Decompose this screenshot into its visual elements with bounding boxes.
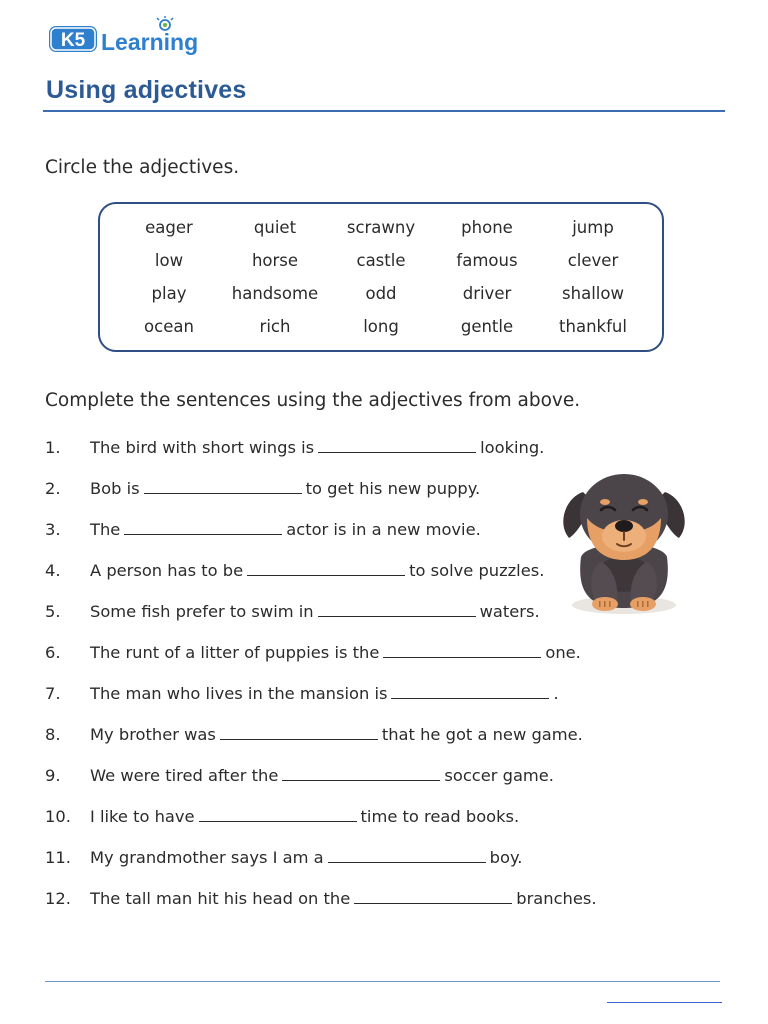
sentence-text — [90, 475, 480, 503]
answer-blank[interactable] — [247, 561, 405, 576]
word-bank-item[interactable]: ocean — [144, 317, 194, 336]
sentence-after: one. — [545, 643, 581, 662]
word-bank-item[interactable]: clever — [567, 251, 619, 270]
instruction-circle: Circle the adjectives. — [45, 157, 240, 178]
footer-rule — [45, 981, 720, 982]
word-bank-item[interactable]: gentle — [460, 317, 514, 336]
logo-learning-text: Learning — [101, 29, 199, 55]
sentence-after: to solve puzzles. — [409, 561, 545, 580]
sentence-before: Some fish prefer to swim in — [90, 602, 314, 621]
sentence-number: 10. — [45, 807, 71, 826]
word-bank-item[interactable]: eager — [145, 218, 193, 237]
word-bank-item[interactable]: odd — [365, 284, 397, 303]
word-bank-grid — [116, 214, 646, 346]
word-bank-item[interactable]: thankful — [559, 317, 627, 336]
answer-blank[interactable] — [383, 643, 541, 658]
sentence-number: 5. — [45, 602, 61, 621]
word-bank-item[interactable]: phone — [461, 218, 513, 237]
sentence-text — [90, 844, 522, 872]
footer-link[interactable] — [607, 1002, 722, 1003]
sentence-number: 7. — [45, 684, 61, 703]
sentence-number: 4. — [45, 561, 61, 580]
word-bank-item[interactable]: long — [363, 317, 399, 336]
sentence-after: to get his new puppy. — [305, 479, 481, 498]
puppy-illustration — [557, 462, 692, 622]
sentence-after: that he got a new game. — [381, 725, 583, 744]
sentence-before: Bob is — [90, 479, 140, 498]
logo-k5-text: K5 — [60, 30, 86, 51]
sentence-text — [90, 598, 540, 626]
sentence-before: The tall man hit his head on the — [90, 889, 351, 908]
sentence-before: The runt of a litter of puppies is the — [90, 643, 380, 662]
sentence-text — [90, 680, 559, 708]
sentence-before: We were tired after the — [90, 766, 279, 785]
word-bank-item[interactable]: famous — [456, 251, 518, 270]
sentence-before: The man who lives in the mansion is — [90, 684, 388, 703]
answer-blank[interactable] — [354, 889, 512, 904]
sentence-number: 11. — [45, 848, 71, 867]
sentence-after: waters. — [479, 602, 540, 621]
sentence-after: looking. — [480, 438, 545, 457]
word-bank-item[interactable]: handsome — [231, 284, 319, 303]
sentence-number: 9. — [45, 766, 61, 785]
word-bank-item[interactable]: horse — [251, 251, 299, 270]
sentence-before: I like to have — [90, 807, 195, 826]
sentence-text — [90, 721, 583, 749]
sentence-after: branches. — [516, 889, 597, 908]
answer-blank[interactable] — [124, 520, 282, 535]
sentence-number: 2. — [45, 479, 61, 498]
sentence-text — [90, 434, 544, 462]
sentence-after: actor is in a new movie. — [286, 520, 481, 539]
sentence-number: 6. — [45, 643, 61, 662]
sentence-before: The — [90, 520, 121, 539]
sentence-after: . — [553, 684, 559, 703]
sentence-before: My grandmother says I am a — [90, 848, 324, 867]
sentence-number: 3. — [45, 520, 61, 539]
sentence-number: 1. — [45, 438, 61, 457]
answer-blank[interactable] — [144, 479, 302, 494]
word-bank-item[interactable]: castle — [356, 251, 406, 270]
word-bank-item[interactable]: jump — [572, 218, 614, 237]
answer-blank[interactable] — [318, 602, 476, 617]
k5-learning-logo[interactable] — [47, 16, 217, 60]
page-title: Using adjectives — [46, 76, 247, 104]
sentence-text — [90, 885, 597, 913]
sentence-text — [90, 516, 481, 544]
logo-k5-badge — [49, 26, 97, 52]
answer-blank[interactable] — [391, 684, 549, 699]
word-bank-item[interactable]: scrawny — [346, 218, 416, 237]
instruction-complete: Complete the sentences using the adjectives from above. — [45, 390, 581, 411]
title-underline — [43, 110, 725, 112]
sentence-text — [90, 557, 544, 585]
sentence-after: soccer game. — [444, 766, 554, 785]
sentence-text — [90, 803, 519, 831]
sentence-before: The bird with short wings is — [90, 438, 315, 457]
logo-sun-icon — [157, 16, 173, 30]
sentence-text — [90, 762, 554, 790]
sentence-before: My brother was — [90, 725, 216, 744]
sentence-after: boy. — [489, 848, 523, 867]
word-bank-item[interactable]: driver — [462, 284, 512, 303]
sentence-text — [90, 639, 581, 667]
word-bank-item[interactable]: play — [151, 284, 187, 303]
sentence-before: A person has to be — [90, 561, 244, 580]
word-bank-item[interactable]: shallow — [562, 284, 624, 303]
sentence-number: 8. — [45, 725, 61, 744]
answer-blank[interactable] — [220, 725, 378, 740]
answer-blank[interactable] — [282, 766, 440, 781]
sentence-number: 12. — [45, 889, 71, 908]
answer-blank[interactable] — [199, 807, 357, 822]
word-bank-item[interactable]: rich — [259, 317, 291, 336]
answer-blank[interactable] — [328, 848, 486, 863]
word-bank-item[interactable]: low — [154, 251, 184, 270]
sentence-after: time to read books. — [360, 807, 520, 826]
word-bank-item[interactable]: quiet — [253, 218, 297, 237]
answer-blank[interactable] — [318, 438, 476, 453]
